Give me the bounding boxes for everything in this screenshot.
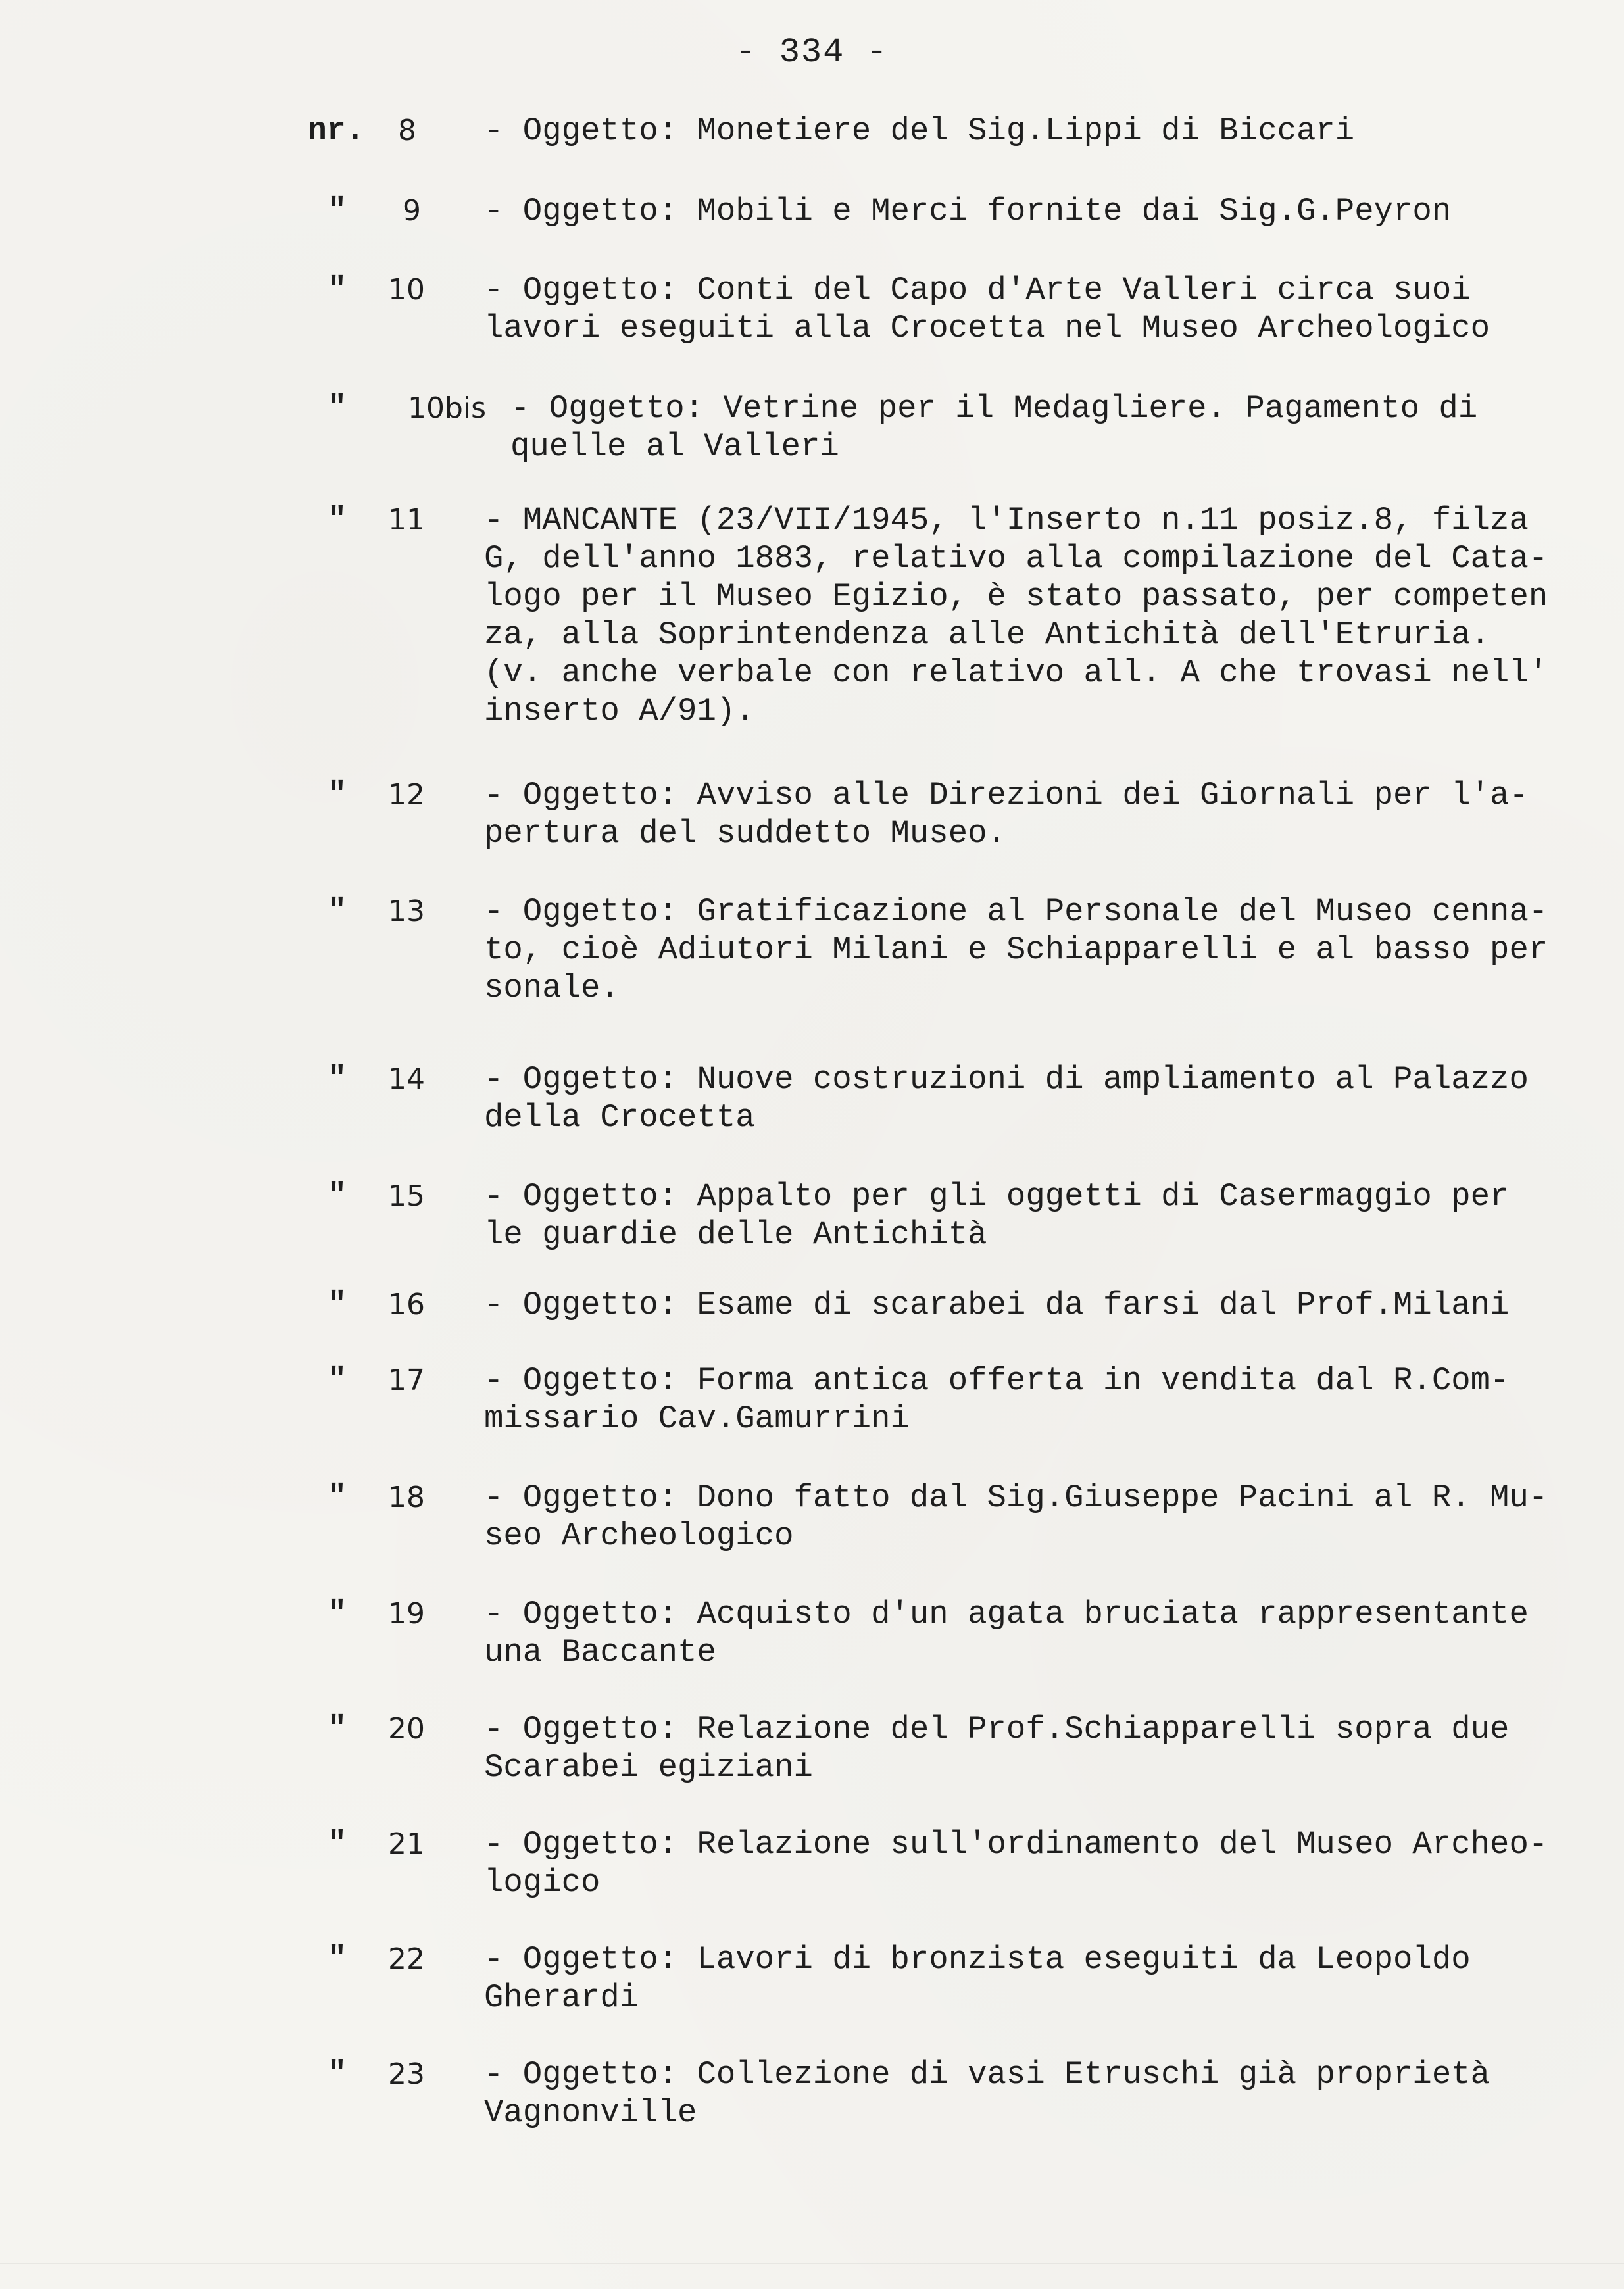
entry-text [484,776,1563,852]
entry-line: Vagnonville [484,2094,697,2131]
entry-line: Scarabei egiziani [484,1749,813,1786]
entry-text [484,271,1563,347]
entry-line: Gherardi [484,1979,639,2016]
entry-line: quelle al Valleri [510,428,839,465]
entry-number: 16 [388,1288,425,1321]
entry-line: - Oggetto: Avviso alle Direzioni dei Giornali per l'a- [484,777,1529,814]
entry-line: - Oggetto: Esame di scarabei da farsi dal Prof.Milani [484,1287,1510,1323]
entry-line: seo Archeologico [484,1517,794,1554]
ditto-mark: " [328,1287,347,1323]
entry-line: - Oggetto: Conti del Capo d'Arte Valleri circa suoi [484,272,1471,308]
entry-text [484,1940,1563,2017]
ditto-mark: " [328,777,347,813]
entry-text [484,1825,1563,1902]
ditto-mark: " [328,193,347,229]
entry-text [484,893,1563,1007]
entry-line: una Baccante [484,1634,716,1671]
entry-text [484,501,1563,730]
ditto-mark: " [328,1711,347,1747]
entry-line: lavori eseguiti alla Crocetta nel Museo Archeologico [484,310,1490,347]
entry-text [484,1060,1563,1137]
ditto-mark: " [328,272,347,308]
entry-text [484,1362,1563,1438]
entry-number: 23 [388,2057,425,2091]
entry-number: 14 [388,1062,425,1096]
ditto-mark: " [328,1480,347,1515]
ditto-mark: " [328,1596,347,1632]
entry-line: le guardie delle Antichità [484,1216,987,1253]
entry-number: 11 [388,503,425,537]
ditto-mark: " [328,1062,347,1097]
entry-number: 21 [388,1827,425,1861]
entry-line: - Oggetto: Acquisto d'un agata bruciata rappresentante [484,1596,1529,1633]
entry-number: 10bis [408,391,487,425]
ditto-mark: " [328,1179,347,1214]
entry-text [484,192,1563,230]
entry-number: 10 [388,273,425,307]
entry-line: - MANCANTE (23/VII/1945, l'Inserto n.11 posiz.8, filza [484,502,1529,539]
entry-line: za, alla Soprintendenza alle Antichità dell'Etruria. [484,616,1490,653]
entry-number: 15 [388,1179,425,1213]
entry-line: - Oggetto: Monetiere del Sig.Lippi di Biccari [484,112,1355,149]
entry-line: - Oggetto: Appalto per gli oggetti di Casermaggio per [484,1178,1510,1215]
entry-number: 13 [388,895,425,928]
ditto-mark: " [328,2057,347,2092]
entry-line: inserto A/91). [484,693,755,729]
entry-text [484,1479,1563,1555]
entry-line: - Oggetto: Nuove costruzioni di ampliamento al Palazzo [484,1061,1529,1098]
entry-line: - Oggetto: Relazione sull'ordinamento del Museo Archeo- [484,1826,1548,1863]
entry-line: to, cioè Adiutori Milani e Schiapparelli e al basso per [484,931,1548,968]
ditto-mark: " [328,391,347,426]
entry-line: - Oggetto: Mobili e Merci fornite dai Sig.G.Peyron [484,193,1452,230]
entry-prefix: nr. [308,113,365,149]
entry-text [484,2055,1563,2132]
entry-number: 22 [388,1942,425,1976]
entry-number: 19 [388,1597,425,1631]
entry-line: - Oggetto: Relazione del Prof.Schiapparelli sopra due [484,1711,1510,1748]
ditto-mark: " [328,894,347,929]
ditto-mark: " [328,503,347,538]
entry-line: (v. anche verbale con relativo all. A che trovasi nell' [484,654,1548,691]
entry-line: della Crocetta [484,1099,755,1136]
entry-line: - Oggetto: Vetrine per il Medagliere. Pagamento di [510,390,1478,427]
entry-line: pertura del suddetto Museo. [484,815,1006,852]
entry-line: logo per il Museo Egizio, è stato passato, per competen [484,578,1548,615]
entry-line: missario Cav.Gamurrini [484,1400,910,1437]
entry-number: 12 [388,778,425,812]
entry-line: - Oggetto: Lavori di bronzista eseguiti da Leopoldo [484,1941,1471,1978]
page-number: - 334 - [735,33,889,72]
page-edge-shadow [0,2263,1624,2264]
entry-number: 9 [403,194,421,228]
entry-number: 18 [388,1481,425,1514]
entry-line: - Oggetto: Collezione di vasi Etruschi già proprietà [484,2056,1490,2093]
entry-text [484,112,1563,150]
entry-text [484,1710,1563,1786]
ditto-mark: " [328,1363,347,1398]
entry-number: 17 [388,1364,425,1397]
entry-number: 20 [388,1712,425,1746]
entry-text [484,1286,1563,1324]
entry-line: G, dell'anno 1883, relativo alla compilazione del Cata- [484,540,1548,577]
entry-text [510,389,1589,466]
entry-line: sonale. [484,970,620,1006]
entry-text [484,1177,1563,1254]
ditto-mark: " [328,1827,347,1862]
entry-text [484,1595,1563,1671]
entry-line: - Oggetto: Gratificazione al Personale del Museo cenna- [484,893,1548,930]
entry-number: 8 [398,114,416,147]
entry-line: - Oggetto: Forma antica offerta in vendita dal R.Com- [484,1362,1510,1399]
entry-line: logico [484,1864,601,1901]
ditto-mark: " [328,1942,347,1977]
entry-line: - Oggetto: Dono fatto dal Sig.Giuseppe Pacini al R. Mu- [484,1479,1548,1516]
